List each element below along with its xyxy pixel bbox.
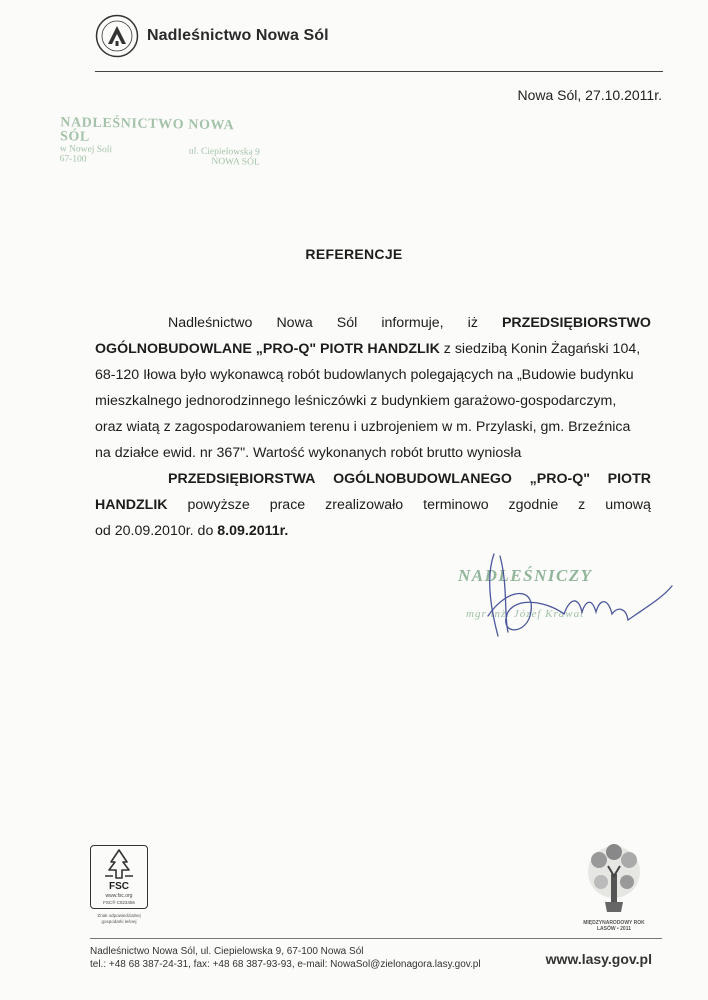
- word: z: [578, 497, 586, 513]
- paragraph-1-line-1: [95, 310, 651, 336]
- company-name-bold-2: OGÓLNOBUDOWLANE „PRO-Q" PIOTR HANDZLIK: [95, 341, 440, 357]
- word: Sól: [336, 315, 358, 331]
- word: informuje,: [381, 315, 444, 331]
- organization-title: Nadleśnictwo Nowa Sól: [147, 27, 329, 44]
- footer-address: [90, 945, 481, 971]
- paragraph-1-line-5: oraz wiatą z zagospodarowaniem terenu i uzbrojeniem w m. Przylaski, gm. Brzeźnica: [95, 419, 631, 435]
- word: Nowa: [276, 315, 313, 331]
- company-name-bold: PRZEDSIĘBIORSTWO: [501, 315, 651, 331]
- tree-emblem-icon: [575, 840, 653, 918]
- date-line: Nowa Sól, 27.10.2011r.: [517, 87, 662, 103]
- word: Nadleśnictwo: [168, 315, 253, 331]
- paragraph-1-line-6: na działce ewid. nr 367". Wartość wykonanych robót brutto wyniosła: [95, 445, 522, 461]
- paragraph-1-line-3: 68-120 Iłowa było wykonawcą robót budowlanych polegających na „Budowie budynku: [95, 367, 634, 383]
- stamp-line-2a: w Nowej Soli: [59, 144, 113, 156]
- fsc-tree-icon: [91, 846, 147, 882]
- paragraph-2: [95, 466, 651, 544]
- paragraph-1: [95, 310, 651, 466]
- stamp-line-3: [60, 154, 260, 167]
- footer-address-line-2: tel.: +48 68 387-24-31, fax: +48 68 387-93-93, e-mail: NowaSol@zielonagora.lasy.gov.pl: [90, 959, 481, 970]
- footer-divider: [90, 938, 662, 939]
- paragraph-2-line-3: [95, 518, 651, 544]
- office-stamp: [60, 116, 261, 167]
- stamp-line-1: NADLEŚNICTWO NOWA SÓL: [59, 115, 234, 145]
- fsc-label: FSC: [109, 881, 129, 892]
- paragraph-1-line-4: mieszkalnego jednorodzinnego leśniczówki z budynkiem garażowo-gospodarczym,: [95, 393, 617, 409]
- fsc-badge: [90, 845, 150, 931]
- word-bold: PIOTR: [607, 471, 651, 487]
- stamp-line-2b: ul. Ciepielowska 9: [188, 146, 260, 158]
- document-title: REFERENCJE: [305, 246, 403, 262]
- word: zgodnie: [508, 497, 559, 513]
- signature-stamp-name: mgr inż. Józef Krawat: [466, 608, 585, 620]
- paragraph-2-line-2: [95, 492, 651, 518]
- word-bold: HANDZLIK: [95, 497, 168, 513]
- word: umową: [605, 497, 651, 513]
- stamp-line-3b: NOWA SÓL: [211, 156, 260, 168]
- fsc-site: www.fsc.org: [105, 893, 133, 899]
- word: zrealizowało: [325, 497, 404, 513]
- lasy-panstwowe-logo: [95, 14, 139, 58]
- word: powyższe: [187, 497, 250, 513]
- handwritten-signature: [478, 546, 678, 646]
- word-bold: OGÓLNOBUDOWLANEGO: [333, 471, 512, 487]
- word: prace: [269, 497, 306, 513]
- paragraph-1-line-2: [95, 336, 651, 362]
- word: terminowo: [423, 497, 489, 513]
- signature-stamp-title: NADLEŚNICZY: [458, 566, 593, 585]
- fsc-code: FSC® C023456: [103, 900, 135, 905]
- word: iż: [467, 315, 478, 331]
- footer-website: www.lasy.gov.pl: [545, 951, 652, 967]
- header-divider: [95, 71, 663, 72]
- word-bold: PRZEDSIĘBIORSTWA: [168, 471, 316, 487]
- footer-address-line-1: Nadleśnictwo Nowa Sól, ul. Ciepielowska 9, 67-100 Nowa Sól: [90, 946, 364, 957]
- year-of-forests-logo: [575, 840, 653, 935]
- date-range-text: od 20.09.2010r. do: [95, 523, 218, 539]
- text: z siedzibą Konin Żagański 104,: [439, 341, 641, 357]
- paragraph-2-line-1: [95, 466, 651, 492]
- end-date-bold: 8.09.2011r.: [217, 523, 289, 539]
- year-of-forests-caption: MIĘDZYNARODOWY ROK LASÓW • 2011: [583, 920, 645, 932]
- fsc-caption: Znak odpowiedzialnej gospodarki leśnej: [97, 913, 141, 924]
- word-bold: „PRO-Q": [529, 471, 590, 487]
- stamp-line-3a: 67-100: [59, 154, 87, 165]
